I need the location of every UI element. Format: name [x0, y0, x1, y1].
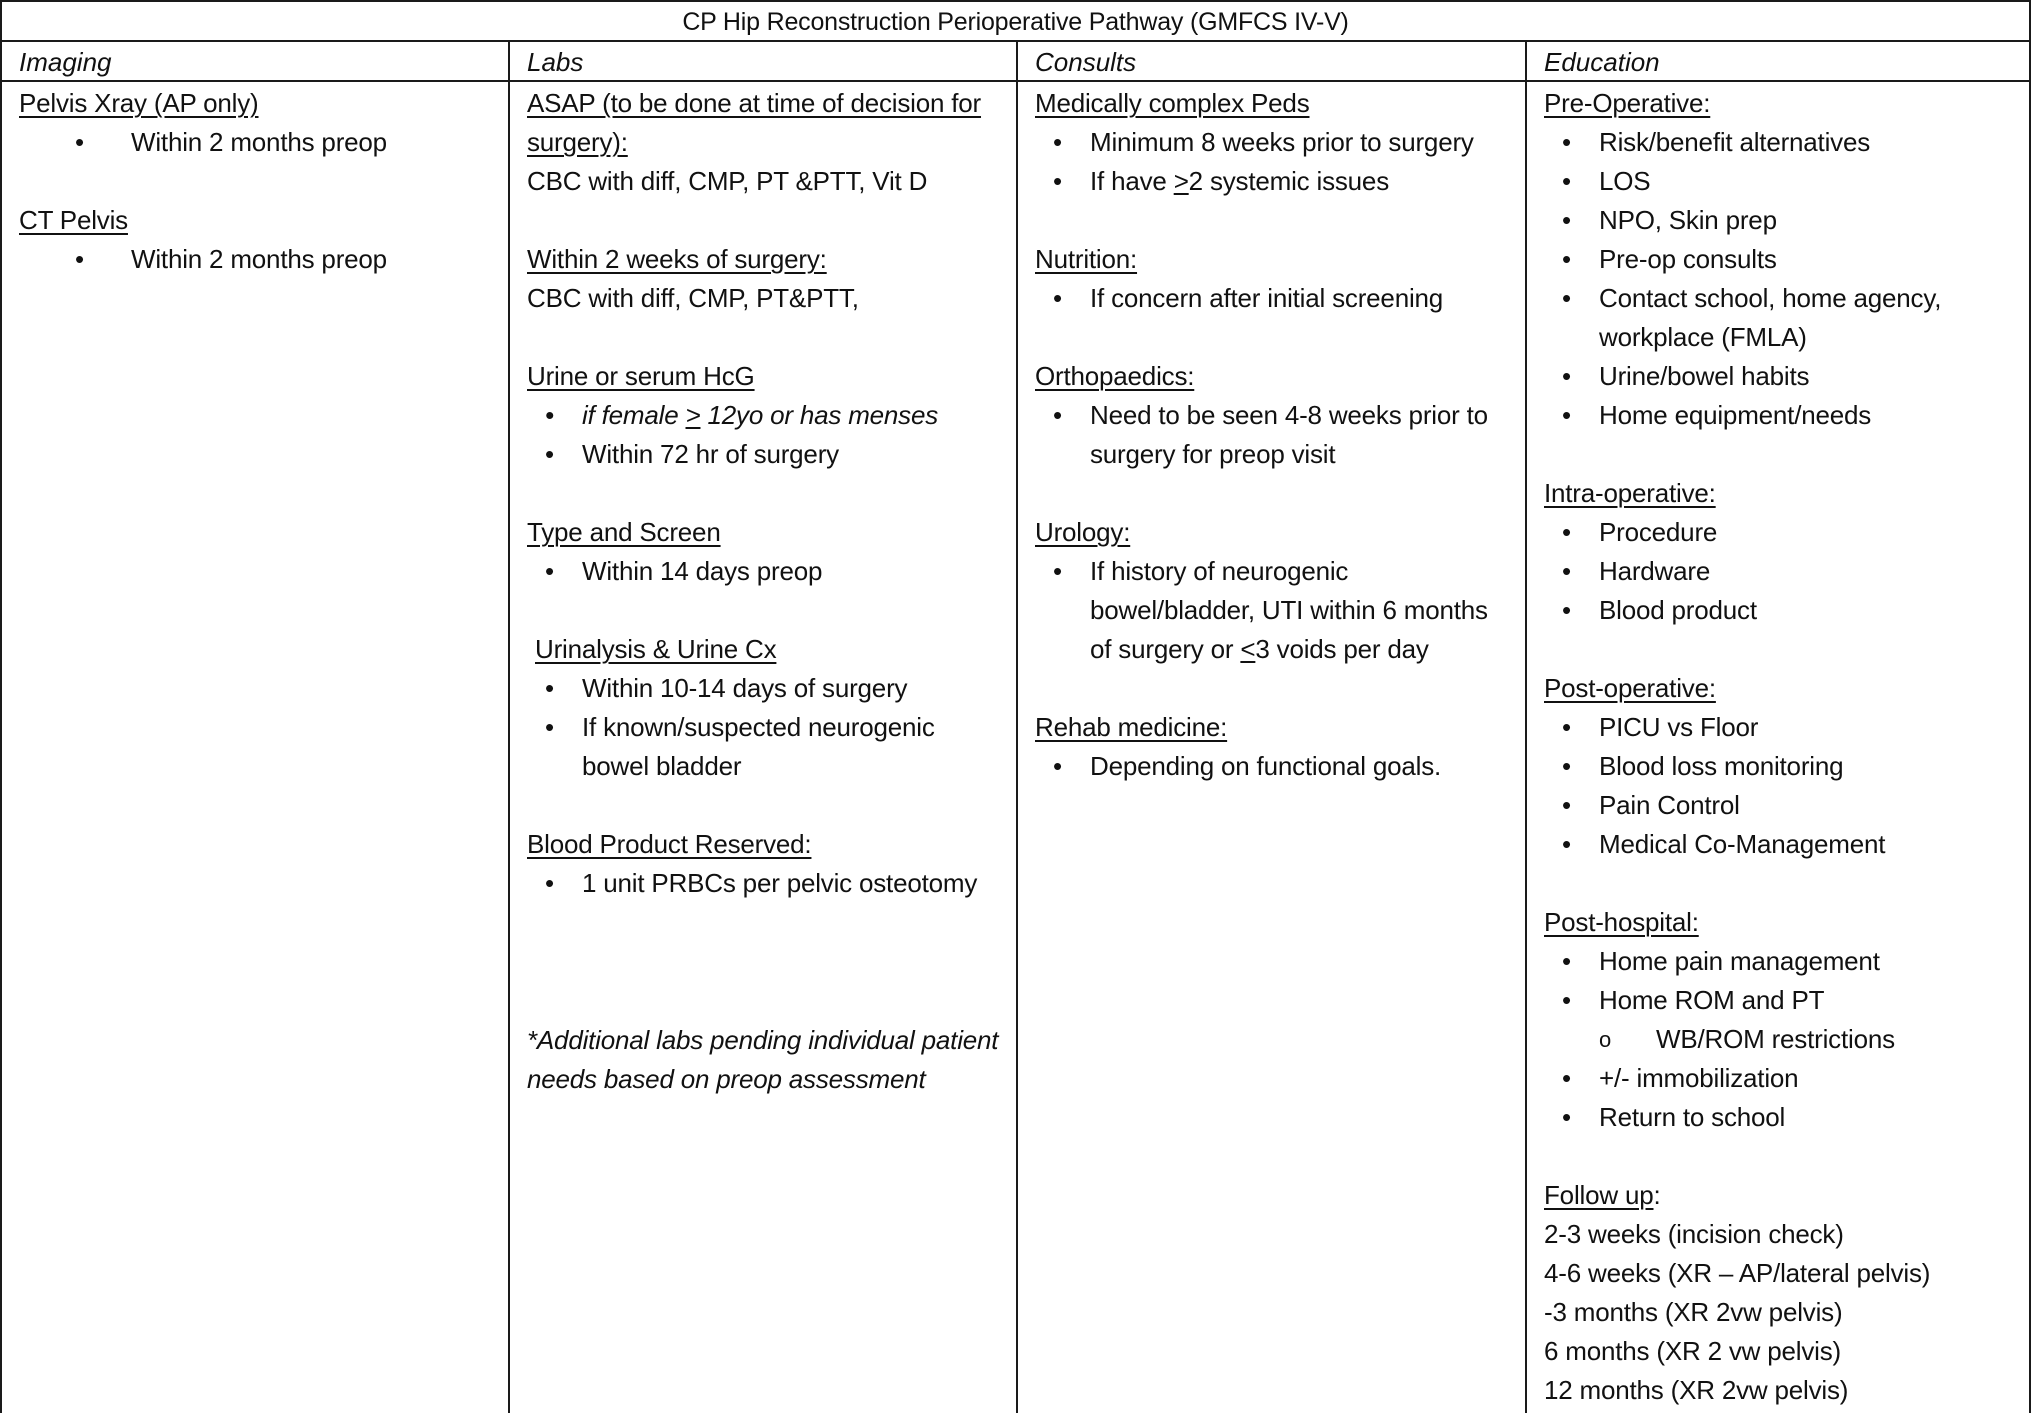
list-item — [1544, 552, 2015, 591]
item-text: Within 2 months preop — [131, 244, 387, 274]
education-column — [1527, 82, 2029, 1413]
list-item — [527, 396, 1002, 435]
item-text: Need to be seen 4-8 weeks prior to surgery for preop visit — [1090, 400, 1488, 469]
bullet-list — [1035, 396, 1511, 474]
item-text: Within 10-14 days of surgery — [582, 673, 908, 703]
list-item — [1544, 786, 2015, 825]
item-text: 1 unit PRBCs per pelvic osteotomy — [582, 868, 978, 898]
item-text: Within 2 months preop — [131, 127, 387, 157]
section-title: Urology: — [1035, 517, 1131, 547]
list-item — [19, 240, 494, 279]
list-item — [1544, 201, 2015, 240]
follow-up-line: 6 months (XR 2 vw pelvis) — [1544, 1336, 1841, 1366]
item-text: 12yo or has menses — [700, 400, 939, 430]
header-education: Education — [1544, 47, 1660, 77]
bullet-icon: • — [1562, 166, 1571, 196]
education-section-follow-up — [1544, 1176, 2015, 1410]
item-text: If known/suspected neurogenic bowel bladder — [582, 712, 935, 781]
list-item — [527, 864, 1002, 903]
item-text: Home ROM and PT — [1599, 985, 1825, 1015]
section-title: Pre-Operative: — [1544, 88, 1711, 118]
bullet-icon: • — [75, 127, 84, 157]
list-item — [1544, 1098, 2015, 1137]
list-item — [527, 435, 1002, 474]
list-item — [1544, 591, 2015, 630]
section-text: CBC with diff, CMP, PT&PTT, — [527, 283, 859, 313]
item-text: +/- immobilization — [1599, 1063, 1799, 1093]
item-text: Return to school — [1599, 1102, 1786, 1132]
imaging-section — [19, 201, 494, 279]
title-suffix: : — [1653, 1180, 1661, 1210]
section-title: Type and Screen — [527, 517, 721, 547]
consults-section — [1035, 708, 1511, 786]
bullet-icon: • — [1562, 400, 1571, 430]
bullet-icon: • — [1562, 946, 1571, 976]
bullet-list — [1035, 279, 1511, 318]
item-text: Risk/benefit alternatives — [1599, 127, 1871, 157]
list-item — [1035, 747, 1511, 786]
item-text: Minimum 8 weeks prior to surgery — [1090, 127, 1474, 157]
bullet-icon: • — [545, 712, 554, 742]
item-text: Blood loss monitoring — [1599, 751, 1844, 781]
section-title: Follow up — [1544, 1180, 1654, 1210]
bullet-icon: • — [1053, 751, 1062, 781]
bullet-list — [1544, 942, 2015, 1137]
item-text: Contact school, home agency, workplace (FMLA) — [1599, 283, 1942, 352]
item-text: If history of neurogenic bowel/bladder, UTI within 6 months of surgery or — [1090, 556, 1488, 664]
section-title: Orthopaedics: — [1035, 361, 1195, 391]
list-item — [1544, 747, 2015, 786]
header-consults: Consults — [1018, 42, 1527, 80]
item-text: Within 72 hr of surgery — [582, 439, 839, 469]
item-text: Pain Control — [1599, 790, 1740, 820]
bullet-icon: • — [1562, 751, 1571, 781]
list-item — [1544, 240, 2015, 279]
list-item — [1544, 1059, 2015, 1098]
section-title: Pelvis Xray (AP only) — [19, 88, 259, 118]
labs-section — [527, 84, 1002, 201]
education-section — [1544, 84, 2015, 435]
greater-equal-symbol: > — [685, 400, 701, 430]
bullet-icon: • — [1562, 361, 1571, 391]
content-row — [2, 82, 2029, 1413]
list-item — [1544, 981, 2015, 1020]
bullet-icon: • — [1562, 244, 1571, 274]
bullet-list — [19, 240, 494, 279]
greater-equal-symbol: > — [1173, 166, 1189, 196]
list-item — [1035, 162, 1511, 201]
item-text: if female — [582, 400, 686, 430]
hollow-bullet-icon: o — [1599, 1027, 1612, 1052]
section-title: Within 2 weeks of surgery: — [527, 244, 827, 274]
follow-up-line: 2-3 weeks (incision check) — [1544, 1219, 1844, 1249]
list-item — [527, 708, 1002, 786]
section-title: Medically complex Peds — [1035, 88, 1310, 118]
education-section — [1544, 903, 2015, 1137]
item-text: Depending on functional goals. — [1090, 751, 1442, 781]
section-text: CBC with diff, CMP, PT &PTT, Vit D — [527, 166, 928, 196]
bullet-icon: • — [545, 868, 554, 898]
item-text: 2 systemic issues — [1188, 166, 1389, 196]
education-section — [1544, 474, 2015, 630]
list-item — [1544, 162, 2015, 201]
labs-section — [527, 513, 1002, 591]
consults-section — [1035, 240, 1511, 318]
imaging-column — [2, 82, 510, 1413]
item-text: NPO, Skin prep — [1599, 205, 1777, 235]
follow-up-line: 4-6 weeks (XR – AP/lateral pelvis) — [1544, 1258, 1931, 1288]
list-item — [1035, 552, 1511, 669]
consults-section — [1035, 84, 1511, 201]
bullet-icon: • — [1053, 556, 1062, 586]
list-item — [19, 123, 494, 162]
consults-section — [1035, 357, 1511, 474]
item-text: WB/ROM restrictions — [1656, 1024, 1895, 1054]
labs-section — [527, 825, 1002, 903]
item-text: PICU vs Floor — [1599, 712, 1759, 742]
education-section — [1544, 669, 2015, 864]
bullet-icon: • — [75, 244, 84, 274]
bullet-icon: • — [1562, 829, 1571, 859]
bullet-list — [19, 123, 494, 162]
bullet-icon: • — [1562, 517, 1571, 547]
bullet-list — [1035, 552, 1511, 669]
labs-section — [527, 357, 1002, 474]
item-text: Blood product — [1599, 595, 1757, 625]
less-equal-symbol: < — [1240, 634, 1256, 664]
item-text: If concern after initial screening — [1090, 283, 1444, 313]
follow-up-line: -3 months (XR 2vw pelvis) — [1544, 1297, 1843, 1327]
list-item — [1544, 825, 2015, 864]
consults-section — [1035, 513, 1511, 669]
labs-section — [527, 630, 1002, 786]
list-item — [1544, 279, 2015, 357]
bullet-list — [1544, 708, 2015, 864]
section-title: Post-operative: — [1544, 673, 1716, 703]
bullet-icon: • — [1562, 595, 1571, 625]
header-imaging: Imaging — [2, 42, 510, 80]
item-text: Procedure — [1599, 517, 1718, 547]
bullet-list — [1544, 123, 2015, 435]
item-text: Urine/bowel habits — [1599, 361, 1810, 391]
item-text: Pre-op consults — [1599, 244, 1777, 274]
item-text: Within 14 days preop — [582, 556, 823, 586]
section-title: Post-hospital: — [1544, 907, 1699, 937]
section-title: Urine or serum HcG — [527, 361, 755, 391]
list-item — [1544, 396, 2015, 435]
item-text: Home pain management — [1599, 946, 1880, 976]
page-title: CP Hip Reconstruction Perioperative Pathway (GMFCS IV-V) — [2, 2, 2029, 42]
item-text: LOS — [1599, 166, 1651, 196]
bullet-icon: • — [545, 673, 554, 703]
list-item — [1544, 708, 2015, 747]
consults-column — [1018, 82, 1527, 1413]
bullet-icon: • — [1053, 400, 1062, 430]
list-item — [1544, 357, 2015, 396]
labs-section — [527, 240, 1002, 318]
header-labs: Labs — [510, 42, 1018, 80]
bullet-icon: • — [545, 400, 554, 430]
imaging-section — [19, 84, 494, 162]
bullet-list — [527, 864, 1002, 903]
list-item — [1035, 123, 1511, 162]
bullet-icon: • — [545, 556, 554, 586]
bullet-list — [527, 552, 1002, 591]
bullet-icon: • — [1562, 712, 1571, 742]
list-item — [1035, 279, 1511, 318]
bullet-icon: • — [1562, 556, 1571, 586]
bullet-icon: • — [1562, 127, 1571, 157]
section-title: ASAP (to be done at time of decision for surgery): — [527, 88, 982, 157]
labs-footnote: *Additional labs pending individual patient needs based on preop assessment — [527, 1025, 999, 1094]
section-title: CT Pelvis — [19, 205, 128, 235]
bullet-list — [1544, 513, 2015, 630]
follow-up-line: 12 months (XR 2vw pelvis) — [1544, 1375, 1849, 1405]
section-title: Blood Product Reserved: — [527, 829, 812, 859]
list-item — [527, 552, 1002, 591]
bullet-icon: • — [1053, 283, 1062, 313]
labs-column — [510, 82, 1018, 1413]
section-title-row — [1544, 1176, 2015, 1215]
item-text: 3 voids per day — [1255, 634, 1429, 664]
list-item — [1544, 513, 2015, 552]
column-header-row — [2, 42, 2029, 82]
list-item — [1544, 123, 2015, 162]
list-item — [1544, 942, 2015, 981]
bullet-icon: • — [1562, 205, 1571, 235]
section-title: Urinalysis & Urine Cx — [535, 634, 777, 664]
item-text: Hardware — [1599, 556, 1711, 586]
item-text: If have — [1090, 166, 1174, 196]
section-title: Intra-operative: — [1544, 478, 1716, 508]
bullet-icon: • — [1053, 127, 1062, 157]
list-item — [1035, 396, 1511, 474]
item-text: Home equipment/needs — [1599, 400, 1872, 430]
bullet-icon: • — [1562, 985, 1571, 1015]
bullet-list — [527, 396, 1002, 474]
bullet-icon: • — [1562, 283, 1571, 313]
bullet-icon: • — [1562, 1063, 1571, 1093]
section-title: Nutrition: — [1035, 244, 1138, 274]
item-text: Medical Co-Management — [1599, 829, 1886, 859]
bullet-list — [527, 669, 1002, 786]
bullet-icon: • — [545, 439, 554, 469]
bullet-icon: • — [1053, 166, 1062, 196]
bullet-icon: • — [1562, 1102, 1571, 1132]
bullet-icon: • — [1562, 790, 1571, 820]
list-item — [527, 669, 1002, 708]
sub-list-item — [1544, 1020, 2015, 1059]
bullet-list — [1035, 747, 1511, 786]
bullet-list — [1035, 123, 1511, 201]
section-title: Rehab medicine: — [1035, 712, 1228, 742]
